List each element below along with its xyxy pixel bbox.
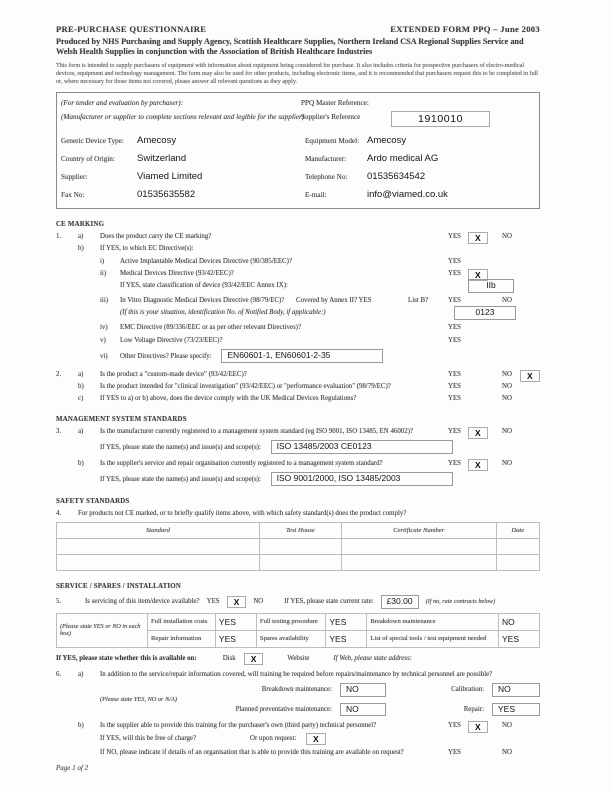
question-2b <box>56 383 540 392</box>
q6a-letter: a) <box>78 670 84 678</box>
q2b-letter: b) <box>78 382 84 390</box>
safety-cell-empty <box>341 538 496 554</box>
q2c-text: If YES to a) or b) above, does the device comply with the UK Medical Devices Regulations? <box>100 395 357 403</box>
question-1b-ii-classification <box>56 279 540 291</box>
training-label: Planned preventative maintenance: <box>235 706 332 714</box>
country-of-origin-label: Country of Origin: <box>61 155 115 164</box>
question-1b-vi <box>56 349 540 363</box>
supplier-reference-label: Supplier's Reference <box>301 113 361 122</box>
produced-by-text: Produced by NHS Purchasing and Supply Agency, Scottish Healthcare Supplies, Northern Ireland CSA Regional Supplies Service and Welsh Health Supplies in conjunction with the Association of British Healthcare Industries <box>56 37 524 56</box>
q1biii-no-label: NO <box>502 296 512 304</box>
web-address-label: If Web, please state address: <box>333 655 412 663</box>
q3-number: 3. <box>56 427 62 435</box>
service-cell-label: Repair information <box>148 630 216 647</box>
q5-text: Is servicing of this item/device available? <box>85 598 200 606</box>
email-value: info@viamed.co.uk <box>367 189 448 201</box>
q3b-standard-value: ISO 9001/2000, ISO 13485/2003 <box>271 472 453 486</box>
service-table-row <box>57 613 540 630</box>
safety-cell-empty <box>259 554 341 570</box>
service-cell-label: List of special tools / test equipment needed <box>367 630 499 647</box>
q5-number: 5. <box>56 598 62 606</box>
service-cell-value: NO <box>502 616 515 627</box>
question-6a <box>56 671 540 680</box>
safety-col-certificate: Certificate Number <box>341 522 496 538</box>
q3b-text: Is the supplier's service and repair organisation currently registered to a management system standard? <box>100 459 383 467</box>
q5-rate-note: (If no, rate contracts below) <box>425 598 496 606</box>
q3a-letter: a) <box>78 427 84 435</box>
q5-yes-mark: X <box>227 596 247 608</box>
supplier-value: Viamed Limited <box>137 171 203 183</box>
training-grid <box>190 683 540 717</box>
safety-cell-empty <box>57 554 260 570</box>
safety-col-test-house: Test House <box>259 522 341 538</box>
safety-col-standard: Standard <box>57 522 260 538</box>
q6b-text: Is the supplier able to provide this training for the purchaser's own (third party) technical personnel? <box>100 722 377 730</box>
service-table-note: (Please state YES or NO in each box) <box>57 613 148 647</box>
q1b-text: If YES, to which EC Directive(s): <box>100 245 194 253</box>
q6-number: 6. <box>56 670 62 678</box>
q1biii-yes-label: YES <box>448 296 462 304</box>
q1bvi-other-directives-value: EN60601-1, EN60601-2-35 <box>221 349 383 363</box>
q1biv-yes-label: YES <box>448 324 462 332</box>
training-label: Breakdown maintenance: <box>261 686 332 694</box>
question-6b <box>56 722 540 731</box>
training-value: NO <box>340 703 386 717</box>
q1bii-yes-mark: X <box>468 269 488 281</box>
q1a-yes-label: YES <box>448 233 462 241</box>
q6b-no-detail-label: If NO, please indicate if details of an organisation that is able to provide this training are available on request? <box>100 749 404 757</box>
title-bar <box>56 24 540 34</box>
q3a-state-label: If YES, please state the name(s) and issue(s) and scope(s): <box>100 443 261 451</box>
generic-type-value: Amecosy <box>137 135 177 147</box>
section-ce-marking-heading: CE MARKING <box>56 221 105 229</box>
q1bii-text: Medical Devices Directive (93/42/EEC)? <box>120 269 234 277</box>
q3a-standard-value: ISO 13485/2003 CE0123 <box>271 440 453 454</box>
equipment-model-value: Amecosy <box>367 135 407 147</box>
q2a-no-label: NO <box>502 370 512 378</box>
intro-paragraph: This form is intended to supply purchasers of equipment with information about equipment being considered for purchase. It also includes criteria for prospective purchasers of electro-medical devices, equipment and technology management. The form may also be used for other products, including electronic items, and it is recommended that purchasers request this to be completed in full or, where necessary for those items not covered, please answer all relevant questions as they apply. <box>56 63 539 86</box>
safety-col-date: Date <box>496 522 539 538</box>
question-1b-ii <box>56 270 540 279</box>
q2a-letter: a) <box>78 370 84 378</box>
question-2a <box>56 371 540 380</box>
q1bi-text: Active Implantable Medical Devices Directive (90/385/EEC)? <box>120 257 293 265</box>
question-2c <box>56 395 540 404</box>
q3a-text: Is the manufacturer currently registered to a management system standard (eg ISO 9001, ISO 13485, EN 46002)? <box>100 427 414 435</box>
q2c-no-label: NO <box>502 395 512 403</box>
equipment-model-label: Equipment Model: <box>305 137 360 146</box>
question-1a <box>56 233 540 242</box>
q6b-ifno-yes-label: YES <box>448 749 462 757</box>
q4-number: 4. <box>56 509 62 517</box>
training-value: YES <box>492 703 540 717</box>
q2a-yes-label: YES <box>448 370 462 378</box>
safety-cell-empty <box>341 554 496 570</box>
training-note: (Please state YES, NO or N/A) <box>100 695 177 703</box>
q5-yes-label: YES <box>206 598 220 606</box>
question-3b-detail <box>56 472 540 486</box>
q3a-yes-label: YES <box>448 427 462 435</box>
reference-info-box <box>56 92 540 209</box>
service-cell-value: YES <box>218 633 236 644</box>
section-service-heading: SERVICE / SPARES / INSTALLATION <box>56 582 182 590</box>
q5-rate-value: £30.00 <box>381 595 419 609</box>
safety-cell-empty <box>496 538 539 554</box>
q6b-yes-label: YES <box>448 722 462 730</box>
q6b-ifno-no-label: NO <box>502 749 512 757</box>
safety-table-empty-row <box>57 554 540 570</box>
q6b-yes-mark: X <box>468 721 488 733</box>
q6b-quote-label: Or upon request: <box>250 734 297 742</box>
q1a-letter: a) <box>78 233 84 241</box>
q1bii-class-label: If YES, state classification of device (93/42/EEC Annex IX): <box>120 281 288 289</box>
q1biii-listb-label: List B? <box>408 296 429 304</box>
training-value: NO <box>492 683 540 697</box>
service-cell-value: YES <box>329 633 347 644</box>
q1b-letter: b) <box>78 245 84 253</box>
q1biii-annex-label: Covered by Annex II? YES <box>296 296 372 304</box>
q1a-text: Does the product carry the CE marking? <box>100 233 212 241</box>
supplier-reference-value: 1910010 <box>391 111 490 127</box>
ppq-master-reference-label: PPQ Master Reference: <box>301 99 369 108</box>
q4-text: For products not CE marked, or to briefly qualify items above, with which safety standard(s) does the product comply? <box>78 509 407 517</box>
question-6b-if-no <box>56 749 540 758</box>
section-management-standards-heading: MANAGEMENT SYSTEM STANDARDS <box>56 415 187 423</box>
q3b-state-label: If YES, please state the name(s) and issue(s) and scope(s): <box>100 475 261 483</box>
q1a-no-label: NO <box>502 233 512 241</box>
question-4 <box>56 510 540 519</box>
email-label: E-mail: <box>305 191 327 200</box>
q2b-no-label: NO <box>502 382 512 390</box>
training-requirements-block <box>56 683 540 717</box>
q1biii-nb-label: (If this is your situation, identification No. of Notified Body, if applicable:) <box>120 308 326 316</box>
training-label: Calibration: <box>451 686 484 694</box>
q1a-yes-mark: X <box>468 232 488 244</box>
generic-type-label: Generic Device Type: <box>61 137 124 146</box>
q5-no-label: NO <box>253 598 264 606</box>
disk-mark: X <box>244 653 264 665</box>
country-of-origin-value: Switzerland <box>137 153 187 165</box>
q1bii-numeral: ii) <box>100 269 107 277</box>
service-cell-label: Full installation costs <box>148 613 216 630</box>
availability-media-row <box>56 653 540 665</box>
question-5 <box>56 595 540 609</box>
safety-cell-empty <box>57 538 260 554</box>
device-details-grid <box>61 135 534 200</box>
q5-rate-label: If YES, please state current rate: <box>284 598 374 606</box>
safety-table-empty-row <box>57 538 540 554</box>
q2a-text: Is the product a "custom-made device" (93/42/EEC)? <box>100 370 247 378</box>
q3b-yes-mark: X <box>468 459 488 471</box>
training-value: NO <box>340 683 386 697</box>
disk-label: Disk <box>222 655 236 663</box>
training-label: Repair: <box>463 706 484 714</box>
supplier-note: (Manufacturer or supplier to complete sections relevant and legible for the supplier) <box>61 113 305 122</box>
q2-number: 2. <box>56 370 62 378</box>
q1bvi-text: Other Directives? Please specify: <box>120 352 212 360</box>
q6b-no-label: NO <box>502 722 512 730</box>
question-1b-v <box>56 337 540 346</box>
q1bv-text: Low Voltage Directive (73/23/EEC)? <box>120 336 223 344</box>
q1biv-numeral: iv) <box>100 324 108 332</box>
q1biii-text: In Vitro Diagnostic Medical Devices Directive (98/79/EC)? <box>120 296 285 304</box>
telephone-label: Telephone No: <box>305 173 348 182</box>
question-1b-iii-notified-body <box>56 306 540 318</box>
supplier-label: Supplier: <box>61 173 88 182</box>
page-content <box>56 24 540 761</box>
form-edition: EXTENDED FORM PPQ – June 2003 <box>390 24 540 34</box>
q2a-no-mark: X <box>520 370 540 382</box>
website-label: Website <box>287 655 310 663</box>
q1bi-yes-label: YES <box>448 257 462 265</box>
q6b-free-label: If YES, will this be free of charge? <box>100 734 197 742</box>
q3b-no-label: NO <box>502 459 512 467</box>
manufacturer-value: Ardo medical AG <box>367 153 439 165</box>
question-1b-iv <box>56 324 540 333</box>
availability-label: If YES, please state whether this is available on: <box>56 655 197 663</box>
manufacturer-label: Manufacturer: <box>305 155 347 164</box>
safety-cell-empty <box>259 538 341 554</box>
q2c-letter: c) <box>78 395 84 403</box>
q1bii-class-value: IIb <box>468 279 514 293</box>
q1biii-nb-value: 0123 <box>454 306 516 320</box>
section-safety-standards-heading: SAFETY STANDARDS <box>56 497 130 505</box>
service-cell-value: YES <box>502 633 520 644</box>
service-cell-label: Full testing procedure <box>256 613 325 630</box>
q6b-letter: b) <box>78 722 84 730</box>
q1biii-numeral: iii) <box>100 296 109 304</box>
service-availability-table <box>56 613 540 648</box>
service-cell-value: YES <box>218 616 236 627</box>
q1bvi-numeral: vi) <box>100 352 108 360</box>
tender-note: (For tender and evaluation by purchaser): <box>61 99 184 108</box>
q1bv-numeral: v) <box>100 336 106 344</box>
q1bii-yes-label: YES <box>448 269 462 277</box>
question-3a <box>56 428 540 437</box>
question-1b-i <box>56 258 540 267</box>
q3b-letter: b) <box>78 459 84 467</box>
q1bv-yes-label: YES <box>448 336 462 344</box>
telephone-value: 01535634542 <box>367 171 426 183</box>
q1-number: 1. <box>56 233 62 241</box>
fax-value: 01535635582 <box>137 189 196 201</box>
q6a-text: In addition to the service/repair information covered, will training be required before repairs/maintenance by technical personnel are possible? <box>100 670 493 678</box>
supplier-reference-row <box>61 113 534 130</box>
service-cell-value: YES <box>329 616 347 627</box>
safety-standards-table <box>56 522 540 571</box>
q2b-text: Is the product intended for "clinical investigation" (93/42/EEC) or "performance evaluation" (98/79/EC)? <box>100 382 391 390</box>
q2c-yes-label: YES <box>448 395 462 403</box>
q2b-yes-label: YES <box>448 382 462 390</box>
q3b-yes-label: YES <box>448 459 462 467</box>
q1biv-text: EMC Directive (89/336/EEC or as per other relevant Directives)? <box>120 324 302 332</box>
q3a-no-label: NO <box>502 427 512 435</box>
safety-cell-empty <box>496 554 539 570</box>
q1bi-numeral: i) <box>100 257 105 265</box>
service-cell-label: Breakdown maintenance <box>367 613 499 630</box>
q6b-quote-mark: X <box>306 733 326 745</box>
question-6b-free-of-charge <box>56 735 540 744</box>
question-1b-iii <box>56 297 540 306</box>
q3a-yes-mark: X <box>468 427 488 439</box>
form-title: PRE-PURCHASE QUESTIONNAIRE <box>56 24 207 34</box>
service-cell-label: Spares availability <box>256 630 325 647</box>
question-1b <box>56 245 540 254</box>
safety-table-header-row <box>57 522 540 538</box>
fax-label: Fax No: <box>61 191 85 200</box>
question-3a-detail <box>56 440 540 454</box>
question-3b <box>56 460 540 469</box>
page-number: Page 1 of 2 <box>56 764 89 772</box>
